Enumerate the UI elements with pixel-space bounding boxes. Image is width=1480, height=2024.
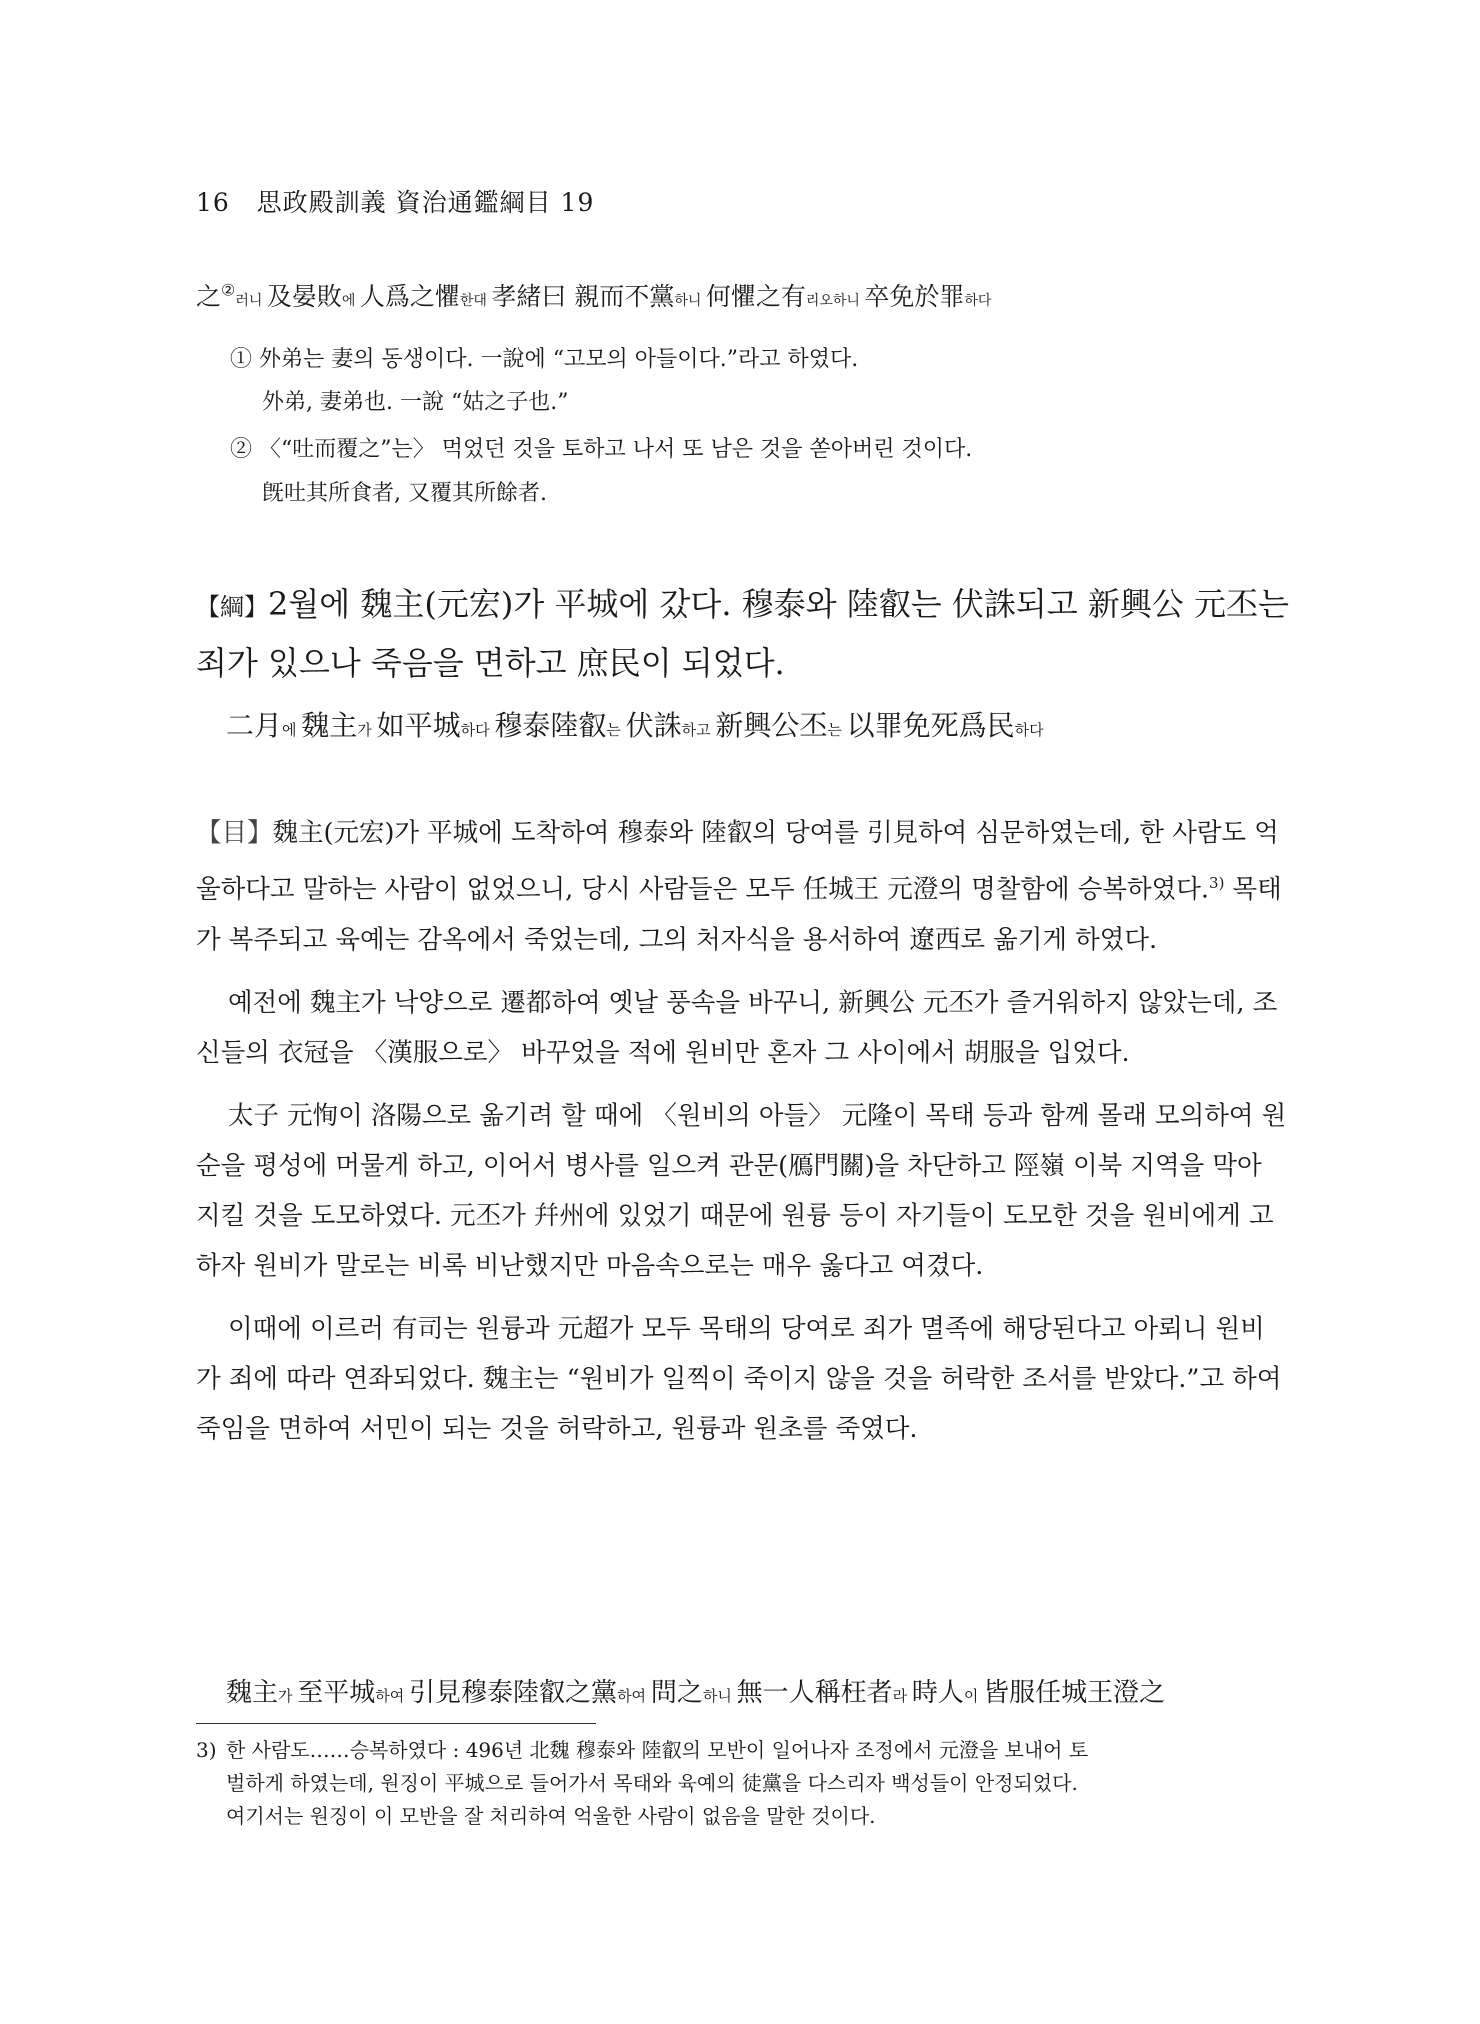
footnote-line-1 bbox=[196, 1734, 1288, 1767]
hanmun-text: 及晏敗 bbox=[266, 282, 342, 311]
hanmun-text: 以罪免死爲民 bbox=[846, 709, 1015, 742]
footnote-divider bbox=[196, 1723, 596, 1724]
hanmun-line bbox=[196, 277, 991, 313]
gang-tag: 【綱】 bbox=[196, 593, 268, 621]
toe-particle: 한대 bbox=[459, 293, 492, 309]
hanmun-text: 時人 bbox=[911, 1678, 964, 1708]
hanmun-text: 引見穆泰陸叡之黨 bbox=[409, 1678, 618, 1708]
mok-section bbox=[196, 808, 1288, 1467]
toe-particle: 하고 bbox=[681, 721, 716, 739]
note-2-korean: ② 〈“吐而覆之”는〉 먹었던 것을 토하고 나서 또 남은 것을 쏟아버린 것이다. bbox=[230, 437, 973, 462]
toe-particle: 하다 bbox=[1014, 721, 1044, 739]
toe-particle: 하여 bbox=[617, 1687, 651, 1705]
hanmun-text: 如平城 bbox=[376, 709, 461, 742]
toe-particle: 는 bbox=[606, 721, 626, 739]
gang-line-1 bbox=[196, 576, 1296, 635]
toe-particle: 라 bbox=[892, 1687, 912, 1705]
hanmun-text: 二月 bbox=[226, 709, 283, 742]
gang-line-2: 죄가 있으나 죽음을 면하고 庶民이 되었다. bbox=[196, 644, 785, 682]
toe-particle: 이 bbox=[963, 1687, 984, 1705]
toe-particle: 하다 bbox=[964, 293, 992, 309]
toe-particle: 하여 bbox=[375, 1687, 410, 1705]
gang-classical-line bbox=[226, 704, 1044, 744]
gang-text: 2월에 魏主(元宏)가 平城에 갔다. 穆泰와 陸叡는 伏誅되고 新興公 元丕는 bbox=[268, 585, 1289, 623]
hanmun-text: 卒免於罪 bbox=[864, 282, 965, 311]
note-marker: ② bbox=[221, 280, 236, 300]
toe-particle: 는 bbox=[827, 721, 847, 739]
gang-section bbox=[196, 576, 1296, 691]
hanmun-text: 新興公丕 bbox=[715, 709, 828, 742]
toe-particle: 하니 bbox=[674, 293, 706, 309]
hanmun-text: 皆服任城王澄之 bbox=[983, 1678, 1166, 1708]
hanmun-text: 孝緒曰 親而不黨 bbox=[491, 282, 675, 311]
mok-paragraph-3: 太子 元恂이 洛陽으로 옮기려 할 때에 〈원비의 아들〉 元隆이 목태 등과 함께 몰래 모의하여 원순을 평성에 머물게 하고, 이어서 병사를 일으켜 관문(鴈門關)을 차단하고 陘嶺 이북 지역을 막아 지킬 것을 도모하였다. 元丕가 幷州에 있었기 때문에 원륭 등이 자기들이 도모한 것을 원비에게 고하자 원비가 말로는 비록 비난했지만 마음속으로는 매우 옳다고 여겼다. bbox=[196, 1100, 1287, 1281]
hanmun-text: 問之 bbox=[650, 1678, 703, 1708]
footnote bbox=[196, 1734, 1288, 1833]
mok-text: 魏主(元宏)가 平城에 도착하여 穆泰와 陸叡의 당여를 引見하여 심문하였는데, 한 사람도 억울하다고 말하는 사람이 없었으니, 당시 사람들은 모두 任城王 元澄의 명찰함에 승복하였다. bbox=[196, 818, 1279, 905]
toe-particle: 하다 bbox=[460, 721, 495, 739]
mok-tag: 【目】 bbox=[196, 818, 273, 848]
toe-particle: 러니 bbox=[235, 293, 267, 309]
book-title: 思政殿訓義 資治通鑑綱目 19 bbox=[256, 188, 595, 217]
toe-particle: 가 bbox=[357, 721, 377, 739]
hanmun-text: 無一人稱枉者 bbox=[736, 1678, 893, 1708]
hanmun-text: 伏誅 bbox=[625, 709, 682, 742]
note-1-classical: 外弟, 妻弟也. 一說 “姑之子也.” bbox=[262, 390, 569, 415]
hanmun-text: 穆泰陸叡 bbox=[494, 709, 607, 742]
toe-particle: 리오하니 bbox=[805, 293, 865, 309]
mok-paragraph-4: 이때에 이르러 有司는 원륭과 元超가 모두 목태의 당여로 죄가 멸족에 해당된다고 아뢰니 원비가 죄에 따라 연좌되었다. 魏主는 “원비가 일찍이 죽이지 않을 것을 허락한 조서를 받았다.”고 하여 죽임을 면하여 서민이 되는 것을 허락하고, 원륭과 원초를 죽였다. bbox=[196, 1313, 1282, 1444]
note-1-korean: ① 外弟는 妻의 동생이다. 一說에 “고모의 아들이다.”라고 하였다. bbox=[230, 347, 859, 372]
mok-text: 목태가 복주되고 육예는 감옥에서 죽었는데, 그의 처자식을 용서하여 遼西로 옮기게 하였다. bbox=[196, 874, 1282, 955]
hanmun-text: 之 bbox=[196, 282, 222, 311]
footnote-text: 한 사람도……승복하였다 : 496년 北魏 穆泰와 陸叡의 모반이 일어나자 조정에서 元澄을 보내어 토 bbox=[226, 1738, 1089, 1762]
footnote-line-3: 여기서는 원징이 이 모반을 잘 처리하여 억울한 사람이 없음을 말한 것이다. bbox=[226, 1804, 876, 1828]
toe-particle: 하니 bbox=[702, 1687, 737, 1705]
page-number: 16 bbox=[196, 188, 230, 217]
mok-paragraph-1 bbox=[196, 808, 1288, 965]
footnote-line-2: 벌하게 하였는데, 원징이 平城으로 들어가서 목태와 육예의 徒黨을 다스리자 백성들이 안정되었다. bbox=[226, 1771, 1078, 1795]
mok-classical-line bbox=[226, 1672, 1165, 1709]
mok-paragraph-2: 예전에 魏主가 낙양으로 遷都하여 옛날 풍속을 바꾸니, 新興公 元丕가 즐거워하지 않았는데, 조신들의 衣冠을 〈漢服으로〉 바꾸었을 적에 원비만 혼자 그 사이에서 胡服을 입었다. bbox=[196, 987, 1278, 1068]
hanmun-text: 何懼之有 bbox=[705, 282, 806, 311]
hanmun-text: 至平城 bbox=[297, 1678, 376, 1708]
hanmun-text: 人爲之懼 bbox=[359, 282, 460, 311]
footnote-number: 3) bbox=[196, 1738, 217, 1762]
toe-particle: 에 bbox=[282, 721, 302, 739]
footnote-marker: 3) bbox=[1209, 874, 1225, 892]
running-header bbox=[196, 183, 594, 219]
note-2-classical: 旣吐其所食者, 又覆其所餘者. bbox=[262, 481, 547, 506]
hanmun-text: 魏主 bbox=[301, 709, 358, 742]
toe-particle: 에 bbox=[341, 293, 360, 309]
toe-particle: 가 bbox=[278, 1687, 298, 1705]
hanmun-text: 魏主 bbox=[226, 1678, 279, 1708]
